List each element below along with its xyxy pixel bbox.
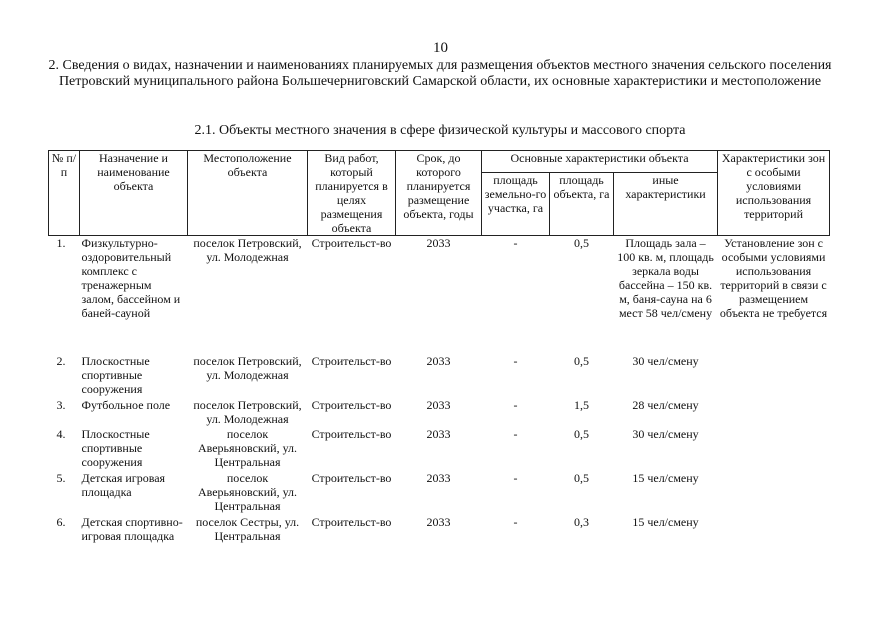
row-work: Строительст-во bbox=[311, 236, 392, 250]
table-row bbox=[49, 236, 830, 354]
row-term: 2033 bbox=[426, 397, 451, 412]
header-zones: Характеристики зон с особыми условиями использования территорий bbox=[718, 151, 830, 236]
row-work: Строительст-во bbox=[311, 470, 392, 485]
table-row bbox=[49, 398, 830, 427]
table-body bbox=[49, 236, 830, 559]
row-location: поселок Петровский, ул. Молодежная bbox=[193, 353, 302, 382]
row-zones-empty bbox=[718, 398, 830, 427]
row-name: Детская игровая площадка bbox=[81, 470, 166, 499]
row-term: 2033 bbox=[426, 426, 451, 441]
page-number: 10 bbox=[433, 40, 448, 56]
row-object-area: 0,5 bbox=[574, 470, 589, 485]
header-object-area: площадь объекта, га bbox=[550, 172, 614, 235]
section-heading: 2. Сведения о видах, назначении и наименованиях планируемых для размещения объектов местного значения сельского поселения Петровский муниципального района Большечерниговский Самарской области, их основные характеристики и местоположение bbox=[48, 58, 832, 89]
row-object-area: 0,3 bbox=[574, 514, 589, 529]
row-zones-empty bbox=[718, 427, 830, 471]
row-location: поселок Сестры, ул. Центральная bbox=[195, 514, 300, 543]
header-term: Срок, до которого планируется размещение объекта, годы bbox=[396, 151, 482, 236]
row-land-area: - bbox=[513, 397, 518, 412]
row-num: 6. bbox=[56, 514, 66, 529]
row-location: поселок Аверьяновский, ул. Центральная bbox=[197, 426, 298, 469]
table-header bbox=[49, 151, 830, 236]
row-land-area: - bbox=[513, 514, 518, 529]
row-object-area: 0,5 bbox=[574, 353, 589, 368]
row-zones-note: Установление зон с особыми условиями использования территорий в связи с размещением объекта не требуется bbox=[719, 236, 828, 320]
table-row bbox=[49, 427, 830, 471]
row-location: поселок Петровский, ул. Молодежная bbox=[193, 236, 302, 264]
header-main-characteristics: Основные характеристики объекта bbox=[482, 151, 718, 173]
row-zones-empty bbox=[718, 515, 830, 559]
row-location: поселок Петровский, ул. Молодежная bbox=[193, 397, 302, 426]
row-work: Строительст-во bbox=[311, 514, 392, 529]
row-term: 2033 bbox=[426, 470, 451, 485]
row-name: Физкультурно-оздоровительный комплекс с тренажерным залом, бассейном и баней-сауной bbox=[81, 236, 181, 320]
row-name: Футбольное поле bbox=[81, 397, 171, 412]
header-work: Вид работ, который планируется в целях размещения объекта bbox=[308, 151, 396, 236]
row-other: 15 чел/смену bbox=[632, 470, 699, 485]
row-land-area: - bbox=[513, 426, 518, 441]
row-name: Плоскостные спортивные сооружения bbox=[81, 353, 150, 396]
row-num: 4. bbox=[56, 426, 66, 441]
row-location: поселок Аверьяновский, ул. Центральная bbox=[197, 470, 298, 513]
row-num: 3. bbox=[56, 397, 66, 412]
row-other: 30 чел/смену bbox=[632, 353, 699, 368]
objects-table bbox=[48, 150, 830, 559]
row-term: 2033 bbox=[426, 514, 451, 529]
table-row bbox=[49, 471, 830, 515]
row-name: Детская спортивно-игровая площадка bbox=[81, 514, 183, 543]
row-other: Площадь зала – 100 кв. м, площадь зеркала воды бассейна – 150 кв. м, баня-сауна на 6 мест 58 чел/смену bbox=[617, 236, 714, 320]
row-term: 2033 bbox=[426, 236, 451, 250]
table-row bbox=[49, 515, 830, 559]
header-name: Назначение и наименование объекта bbox=[80, 151, 188, 236]
header-land-area: площадь земельно-го участка, га bbox=[482, 172, 550, 235]
row-work: Строительст-во bbox=[311, 353, 392, 368]
row-other: 30 чел/смену bbox=[632, 426, 699, 441]
row-other: 28 чел/смену bbox=[632, 397, 699, 412]
row-object-area: 1,5 bbox=[574, 397, 589, 412]
row-object-area: 0,5 bbox=[574, 236, 589, 250]
row-land-area: - bbox=[513, 236, 518, 250]
table-row bbox=[49, 354, 830, 398]
row-num: 2. bbox=[56, 353, 66, 368]
row-zones-empty bbox=[718, 471, 830, 515]
header-num: № п/п bbox=[49, 151, 80, 236]
row-term: 2033 bbox=[426, 353, 451, 368]
row-land-area: - bbox=[513, 353, 518, 368]
row-land-area: - bbox=[513, 470, 518, 485]
row-other: 15 чел/смену bbox=[632, 514, 699, 529]
row-work: Строительст-во bbox=[311, 426, 392, 441]
row-name: Плоскостные спортивные сооружения bbox=[81, 426, 150, 469]
row-num: 1. bbox=[56, 236, 66, 250]
subsection-heading: 2.1. Объекты местного значения в сфере физической культуры и массового спорта bbox=[194, 123, 686, 138]
row-work: Строительст-во bbox=[311, 397, 392, 412]
row-object-area: 0,5 bbox=[574, 426, 589, 441]
header-other: иные характеристики bbox=[614, 172, 718, 235]
header-location: Местоположение объекта bbox=[188, 151, 308, 236]
row-num: 5. bbox=[56, 470, 66, 485]
